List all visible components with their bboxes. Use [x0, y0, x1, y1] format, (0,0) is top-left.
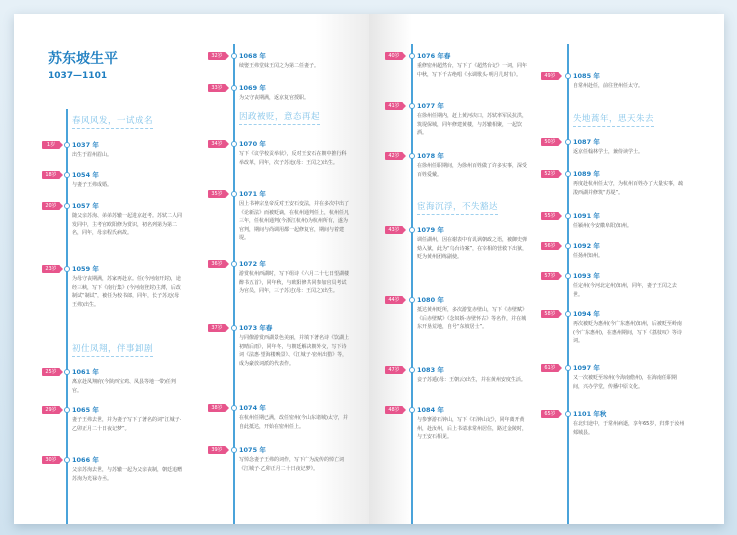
age-tag: 42岁 [385, 152, 403, 160]
age-tag: 40岁 [385, 52, 403, 60]
age-tag: 49岁 [541, 72, 559, 80]
timeline-dot [231, 191, 237, 197]
entry-year: 1075 年 [239, 446, 266, 454]
entry-text: 调任湖州，因在谢表中有讥讽朝政之语，被御史弹劾入狱，此为“乌台诗案”，在宰相的营救下出狱，贬为黄州团练副使。 [417, 237, 528, 260]
entry-year: 1079 年 [417, 226, 444, 234]
entry-year: 1084 年 [417, 406, 444, 414]
entry-year: 1093 年 [573, 272, 600, 280]
entry-text: 与妻子王弗成婚。 [72, 182, 113, 188]
age-tag: 25岁 [42, 368, 60, 376]
age-tag: 36岁 [208, 260, 226, 268]
timeline-dot [565, 243, 571, 249]
section-heading: 宦海沉浮，不失豁达 [417, 202, 499, 212]
timeline-dot [565, 273, 571, 279]
entry-text: 任定州(今河北定州)知州，同年，妻子王闰之去世。 [573, 283, 677, 298]
entry-year: 1057 年 [72, 202, 99, 210]
entry-text: 父亲苏洵去世，与苏辙一起为父亲丧制，朝廷追赠苏洵为光禄寺丞。 [72, 467, 182, 482]
entry-text: 妻子王弗去世，并为妻子写下了著名的词“江城子·乙卯正月二十日夜记梦”。 [72, 417, 182, 432]
age-tag: 38岁 [208, 404, 226, 412]
age-tag: 20岁 [42, 202, 60, 210]
timeline-dot [231, 85, 237, 91]
entry-year: 1054 年 [72, 171, 99, 179]
age-tag: 34岁 [208, 140, 226, 148]
age-tag: 33岁 [208, 84, 226, 92]
section-heading: 春风风发，一试成名 [72, 116, 154, 126]
age-tag: 23岁 [42, 265, 60, 273]
entry-year: 1087 年 [573, 138, 600, 146]
entry-text: 游赏杭州西湖时，写下组诗《六月二十七日望湖楼醉书五首》，同年秋，与欧阳修共同参加官员考试为官员，同年，三子苏过(母：王闰之)出生。 [239, 271, 350, 294]
timeline-dot [565, 73, 571, 79]
age-tag: 48岁 [385, 406, 403, 414]
entry-text: 写下《议学校贡举状》，反对王安石在朝中推行科举改革，同年，次子苏迨(母：王闰之)出生。 [239, 151, 347, 166]
timeline-dot [565, 171, 571, 177]
timeline-dot [64, 457, 70, 463]
entry-year: 1069 年 [239, 84, 266, 92]
entry-text: 随父亲苏洵、弟弟苏辙一起进京赶考。苏轼二人同发同中，主考官欧阳修为赏识，初名列第为第二名，同年，母亲程氏病故。 [72, 213, 182, 236]
entry-text: 为母守丧期满，苏家再赴京。任(今河南开封)，途经三峡，写下《南行集》(今河南登封)主薄，后改制试“制试”，被任为校书郎，同年，长子苏迈(母王弗)出生。 [72, 276, 181, 308]
section-heading: 初仕凤翔，伴事卸剧 [72, 344, 154, 354]
timeline-dot [64, 266, 70, 272]
timeline-dot [64, 142, 70, 148]
entry-year: 1074 年 [239, 404, 266, 412]
timeline-dot [409, 103, 415, 109]
timeline-dot [231, 141, 237, 147]
timeline-dot [409, 227, 415, 233]
entry-year: 1073 年春 [239, 324, 273, 332]
entry-year: 1080 年 [417, 296, 444, 304]
entry-year: 1065 年 [72, 406, 99, 414]
entry-year: 1097 年 [573, 364, 600, 372]
entry-text: 写悼念妻子王弗的词作，写下广为流传的悼亡词《江城子·乙卯正月二十日夜记梦》。 [239, 457, 345, 472]
age-tag: 55岁 [541, 212, 559, 220]
entry-year: 1068 年 [239, 52, 266, 60]
entry-text: 出生于眉州眉山。 [72, 152, 113, 158]
entry-text: 离京赴凤翔府(今陕西宝鸡、凤县等地一带)任判官。 [72, 379, 176, 394]
entry-year: 1085 年 [573, 72, 600, 80]
age-tag: 41岁 [385, 102, 403, 110]
page-years: 1037—1101 [48, 71, 108, 81]
entry-text: 在杭州任期已满，改任密州(今山东诸城)太守，并自此抵达，开始在密州任上。 [239, 415, 348, 430]
age-tag: 32岁 [208, 52, 226, 60]
age-tag: 56岁 [541, 242, 559, 250]
entry-text: 任扬州知州。 [573, 253, 604, 259]
timeline-dot [64, 203, 70, 209]
timeline-dot [231, 261, 237, 267]
age-tag: 29岁 [42, 406, 60, 414]
entry-year: 1092 年 [573, 242, 600, 250]
timeline-dot [409, 153, 415, 159]
timeline-dot [231, 325, 237, 331]
entry-year: 1037 年 [72, 141, 99, 149]
entry-year: 1066 年 [72, 456, 99, 464]
age-tag: 37岁 [208, 324, 226, 332]
timeline-line [567, 44, 569, 524]
book-spread [14, 14, 724, 524]
entry-text: 续娶王弗堂妹王闰之为第二任妻子。 [239, 63, 320, 69]
timeline-dot [409, 407, 415, 413]
left-page [14, 14, 369, 524]
entry-year: 1072 年 [239, 260, 266, 268]
entry-text: 与同僚游赏西湖景色美丽，并填下著名诗《饮湖上初晴后雨》，同年冬，与朝廷解决朝外交，写下诗词《法惠·望海楼晚景》、《江城子·密州出猎》等，成为豪放词派的代表作。 [239, 335, 350, 367]
age-tag: 65岁 [541, 410, 559, 418]
entry-year: 1091 年 [573, 212, 600, 220]
section-heading: 失地蒿年，思天朱去 [573, 114, 655, 124]
entry-year: 1071 年 [239, 190, 266, 198]
entry-year: 1094 年 [573, 310, 600, 318]
age-tag: 44岁 [385, 296, 403, 304]
entry-year: 1076 年春 [417, 52, 451, 60]
entry-text: 在徐州任职期间，为徐州百姓做了许多实事，深受百姓爱戴。 [417, 163, 528, 178]
entry-text: 再度赴杭州任太守，为杭州百姓办了大量实事，疏浚西湖并修筑“苏堤”。 [573, 181, 684, 196]
timeline-dot [409, 53, 415, 59]
age-tag: 57岁 [541, 272, 559, 280]
entry-year: 1083 年 [417, 366, 444, 374]
entry-text: 任颍州(今安徽阜阳)知州。 [573, 223, 632, 229]
entry-text: 返京任翰林学士，兼侍读学士。 [573, 149, 644, 155]
age-tag: 61岁 [541, 364, 559, 372]
timeline-dot [231, 53, 237, 59]
entry-year: 1101 年秋 [573, 410, 607, 418]
timeline-line [411, 44, 413, 524]
timeline-dot [565, 139, 571, 145]
timeline-dot [565, 365, 571, 371]
entry-text: 妾子苏遁(母：王朝云)出生，并在黄州安度生活。 [417, 377, 526, 383]
timeline-dot [64, 407, 70, 413]
age-tag: 50岁 [541, 138, 559, 146]
right-page [369, 14, 724, 524]
age-tag: 30岁 [42, 456, 60, 464]
age-tag: 52岁 [541, 170, 559, 178]
age-tag: 58岁 [541, 310, 559, 318]
age-tag: 18岁 [42, 171, 60, 179]
entry-year: 1077 年 [417, 102, 444, 110]
timeline-dot [64, 172, 70, 178]
entry-year: 1070 年 [239, 140, 266, 148]
age-tag: 35岁 [208, 190, 226, 198]
timeline-dot [565, 411, 571, 417]
entry-text: 抵达黄州贬所，多次游览赤壁山，写下《赤壁赋》《后赤壁赋》《念奴娇·赤壁怀古》等名作，并在城东开垦荒地，自号“东坡居士”。 [417, 307, 528, 330]
age-tag: 39岁 [208, 446, 226, 454]
entry-text: 为父守丧期满，返京复官授职。 [239, 95, 310, 101]
entry-text: 自常州赴任，前往登州任太守。 [573, 83, 644, 89]
entry-year: 1059 年 [72, 265, 99, 273]
timeline-dot [409, 297, 415, 303]
entry-year: 1078 年 [417, 152, 444, 160]
entry-text: 重修密州超然台，写下了《超然台记》一词，同年中秋，写下千古绝唱《水调歌头·明月几时有》。 [417, 63, 528, 78]
age-tag: 47岁 [385, 366, 403, 374]
entry-text: 在北归途中，于常州病逝，享年65岁，归葬于汝州郏城县。 [573, 421, 685, 436]
entry-text: 与参寥游石钟山，写下《石钟山记》，同年离开黄州，赴汝州，后上书请求常州居住，路过金陵时，与王安石相见。 [417, 417, 528, 440]
timeline-dot [64, 369, 70, 375]
age-tag: 1岁 [42, 141, 60, 149]
page-title: 苏东坡生平 [48, 51, 118, 67]
timeline-dot [565, 311, 571, 317]
entry-year: 1089 年 [573, 170, 600, 178]
age-tag: 43岁 [385, 226, 403, 234]
entry-text: 在徐州任期内，赶上黄河决口，苏轼率军民抗洪，筑堤保城，同年修建黄楼，与苏辙相聚，一起饮酒。 [417, 113, 528, 136]
timeline-dot [565, 213, 571, 219]
entry-text: 再次被贬为惠州(今广东惠州)知州，后被贬至岭南(今广东惠州)，在惠州期间，写下《荔枝叹》等诗词。 [573, 321, 682, 344]
section-heading: 因政被贬，意态再起 [239, 112, 321, 122]
timeline-dot [409, 367, 415, 373]
timeline-dot [231, 447, 237, 453]
entry-text: 因上书神宗皇帝反对王安石变法，并在多次中出了《论新法》而被贬谪，在杭州通判任上，杭州任凡三年，任杭州通判(今浙江杭州)为杭州所有，遂为官判，期间与尚调用都一起修复官，期间与着建堤。 [239, 201, 350, 241]
timeline-dot [231, 405, 237, 411]
entry-year: 1061 年 [72, 368, 99, 376]
entry-text: 又一次被贬至琼州(今海南儋州)，在海南任职期间，兴办学堂，传播中原文化。 [573, 375, 677, 390]
